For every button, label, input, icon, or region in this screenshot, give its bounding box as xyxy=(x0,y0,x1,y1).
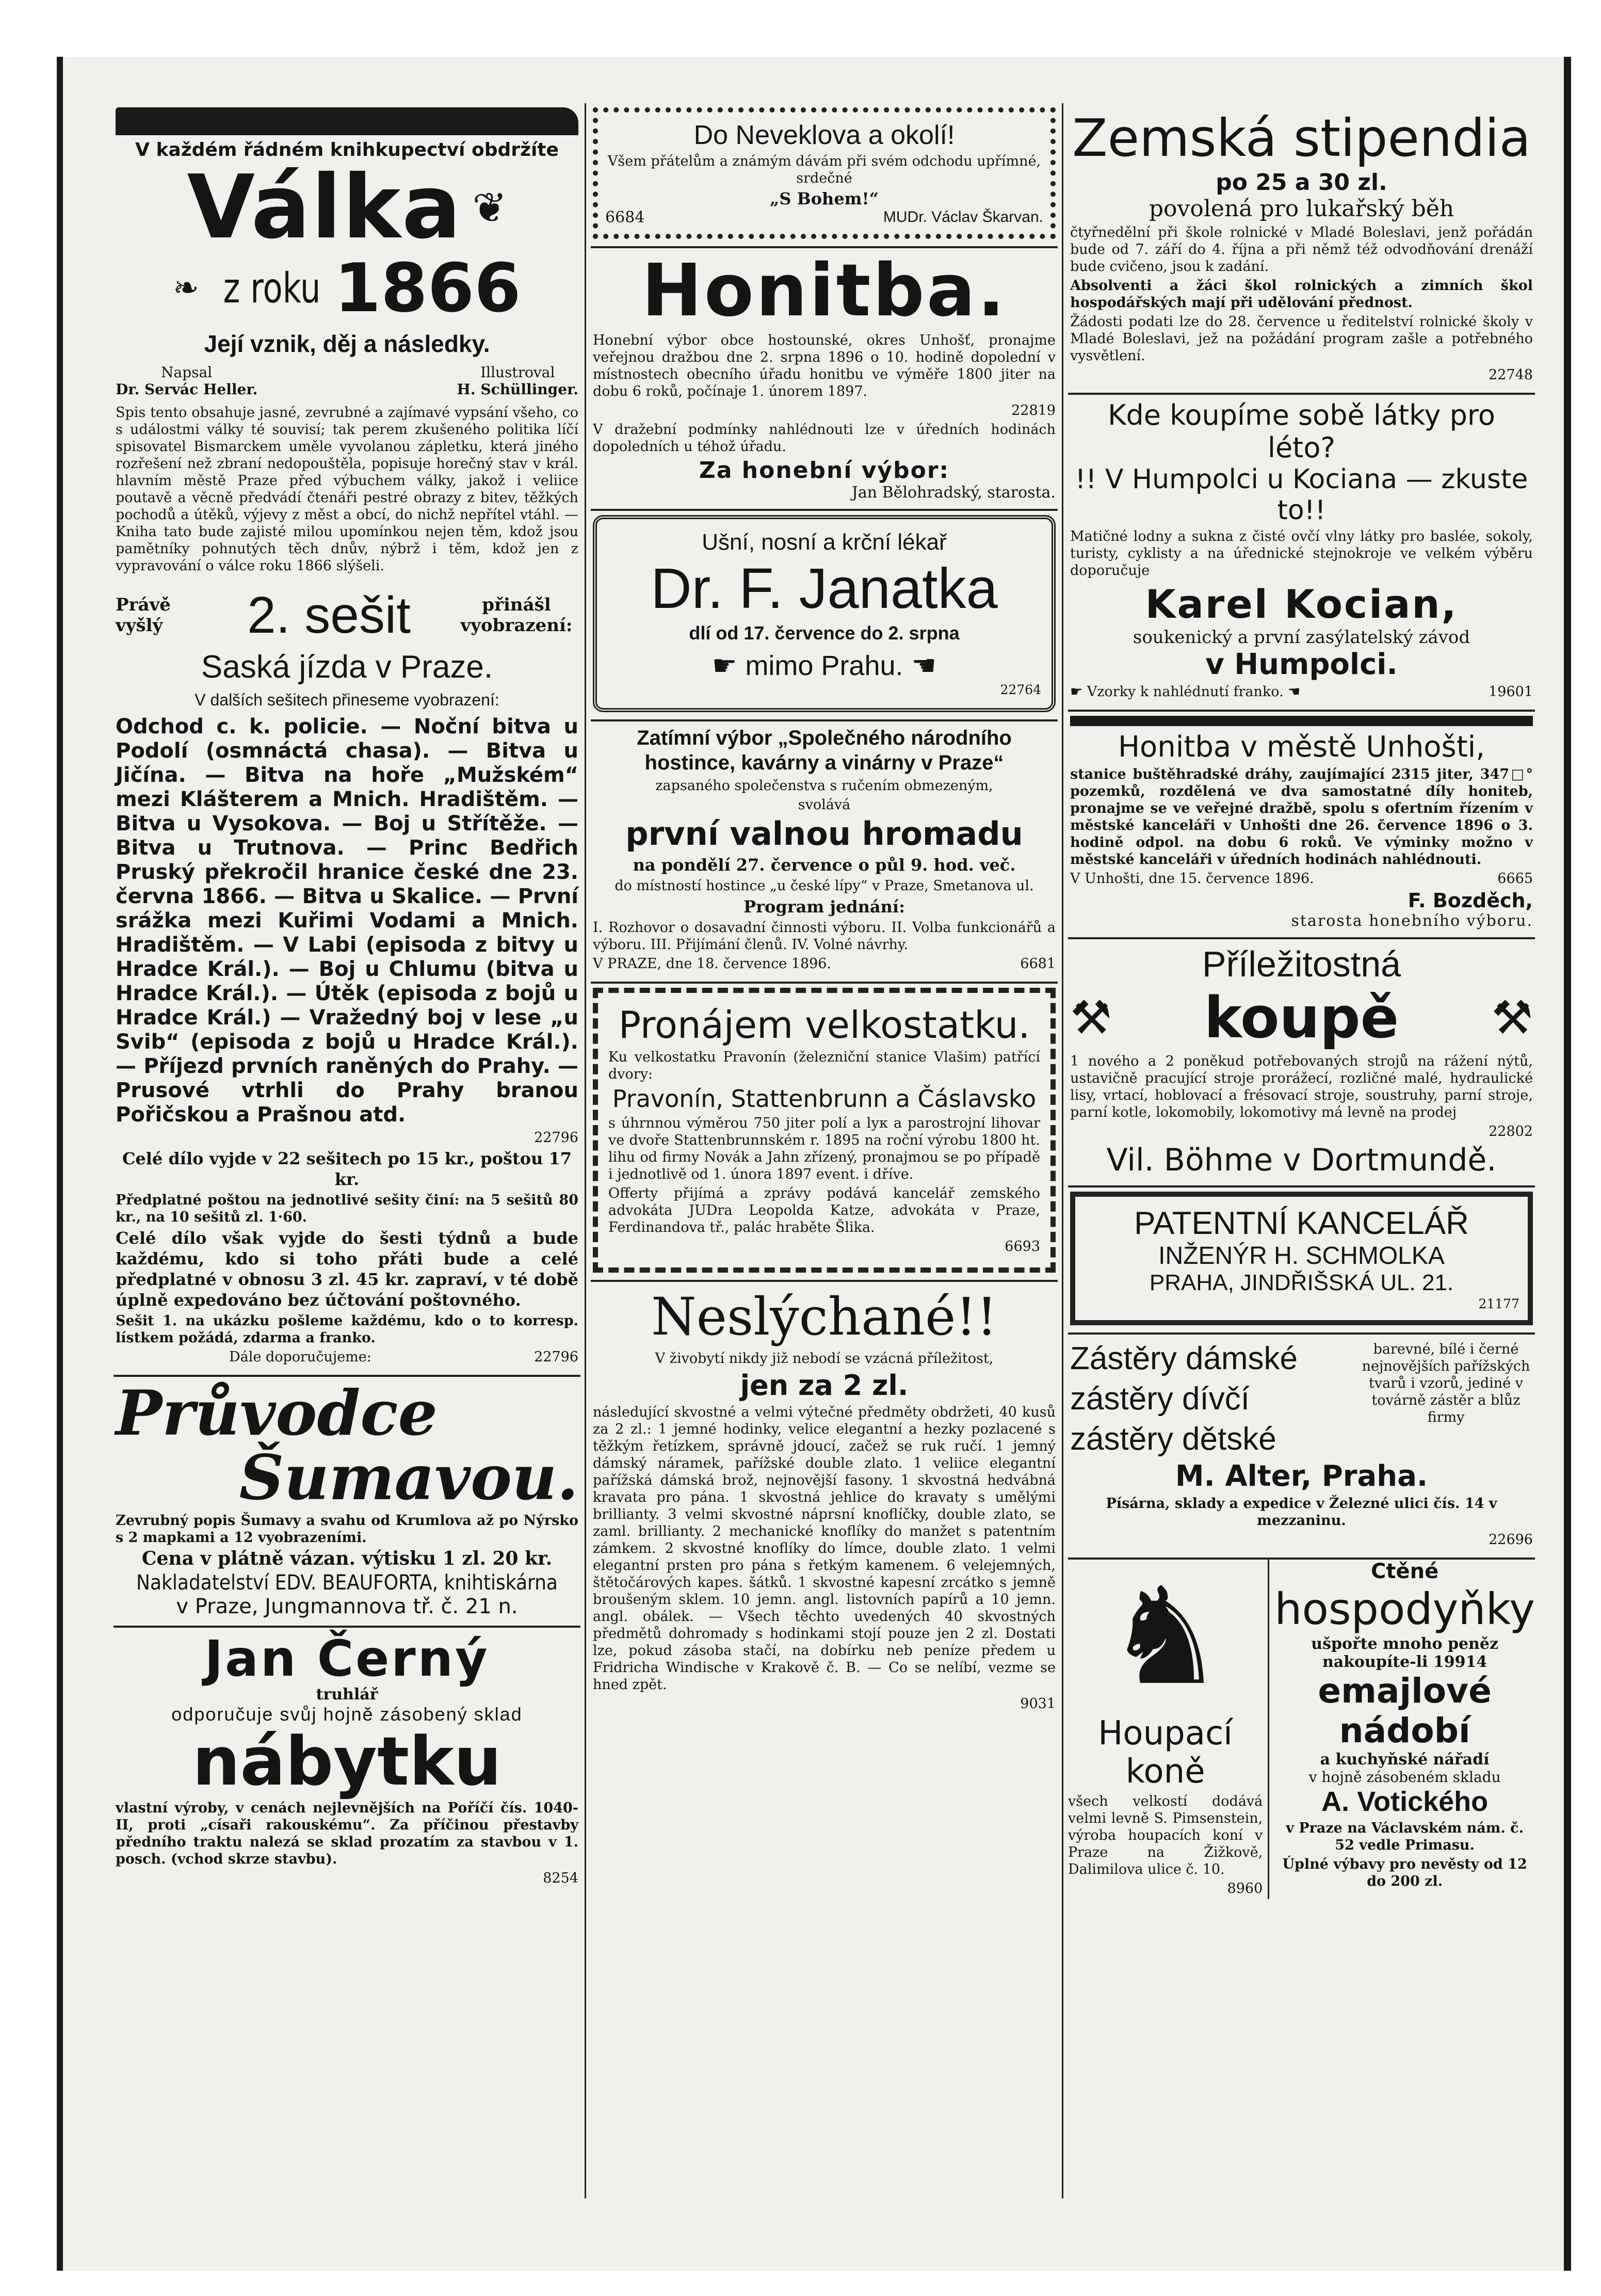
pronajem-title: Pronájem velkostatku. xyxy=(618,1003,1030,1047)
stipendia-for: povolená pro lukařský běh xyxy=(1149,196,1454,222)
stipendia-num: 22748 xyxy=(1489,367,1533,383)
alter-firm: M. Alter, Praha. xyxy=(1175,1459,1428,1493)
pointing-hand-right-icon: ☛ xyxy=(1070,684,1083,700)
pronajem-body2: Offerty přijímá a zprávy podává kancelář zemského advokáta JUDra Leopolda Katze, advokáta v Praze, Ferdinandova tř., palác hraběte Šlika. xyxy=(608,1185,1040,1235)
neslychane-num: 9031 xyxy=(1020,1696,1056,1712)
illustrator-label: Illustroval xyxy=(480,364,555,381)
kocian-samples: Vzorky k nahlédnutí franko. xyxy=(1087,684,1284,700)
vybor-where: do místností hostince „u české lípy“ v Praze, Smetanova ul. xyxy=(614,878,1034,894)
voticky-header: Ctěné xyxy=(1371,1560,1439,1583)
author-label: Napsal xyxy=(161,364,213,381)
alter-num: 22696 xyxy=(1489,1532,1533,1548)
pronajem-body: s úhrnnou výměrou 750 jiter polí a lук a parostrojní lihovar ve dvoře Stattenbrunnském r. 1895 na roční výrobu 1800 ht. lihu od firmy Novák a Jahn zřízený, pronajmou se po případě i jednotlivě od 1. února 1897 event. i dříve. xyxy=(608,1115,1040,1182)
ad-vybor xyxy=(591,721,1058,984)
vybor-date: V PRAZE, dne 18. července 1896. xyxy=(593,956,832,972)
pruvodce-price: Cena v plátně vázan. výtisku 1 zl. 20 kr. xyxy=(141,1548,553,1569)
pruvodce-publisher: Nakladatelství EDV. BEAUFORTA, knihtiskárna xyxy=(136,1571,558,1595)
column-left xyxy=(114,103,580,1896)
pimsenstein-num: 8960 xyxy=(1227,1881,1263,1897)
valka-price-1: Celé dílo vyjde v 22 sešitech po 15 kr., poštou 17 kr. xyxy=(122,1149,572,1189)
recommend-label: Dále doporučujeme: xyxy=(229,1349,371,1365)
hammers-icon: ⚒ xyxy=(1491,990,1533,1045)
pruvodce-title-1: Průvodce xyxy=(116,1377,438,1450)
vybor-meeting: první valnou hromadu xyxy=(625,815,1023,853)
neslychane-body: následující skvostné a velmi výtečné předměty obdržeti, 40 kusů za 2 zl.: 1 jemné hodinky, velice elegantní a hezky pozlacené s těžkým řetízkem, správně jdoucí, začež se ruk ručí. 1 jemný dámský náramek, pařížské double zlato. 1 veliice elegantní pařížská dámská brož, nejnovější fasony. 1 skvostná hedvábná kravata pro pána. 1 skvostná jehlice do kravaty s umělými brillianty. 3 velmi skvostné náprsní knoflíčky, double zlato, se zaml. brillianty. 2 mechanické knoflíky do manžet s patentním zámkem. 2 skvostné knoflíky do límce, double zlato. 1 velmi elegantní prsten pro pána s řetkým kamenem. 6 velejemných, štětočárových kapes. šátků. 1 skvostné kapesní zrcátko s jemně broušeným sklem. 10 jemn. angl. listovních papírů a 10 jemn. angl. obálek. — Všech těchto uvedených 40 skvostných předmětů dohromady s hodinkami stojí pouze jen 2 zl. Dostati lze, pokud zásoba stačí, na dobírku neb peníze předem u Fridricha Windische v Krakově č. B. — Co se nelíbí, vezme se hned zpět. xyxy=(593,1404,1056,1693)
valka-list: Odchod c. k. policie. — Noční bitva u Podolí (osmnáctá chasa). — Bitva u Jičína. — Bitva na hoře „Mužském“ mezi Klášterem a Mnich. Hradištěm. — Bitva u Vysokova. — Boj u Střítěže. — Bitva u Trutnova. — Princ Bedřich Pruský překročil hranice české dne 23. června 1866. — Bitva u Skalice. — První srážka mezi Kuřimi Vodami a Mnich. Hradištěm. — V Labi (episoda z bitvy u Hradce Král.). — Boj u Chlumu (bitva u Hradce Král.). — Útěk (episoda z bojů u Hradce Král.) — Vražedný boj v lese „u Svib“ (episoda z bojů u Hradce Král.). — Příjezd prvních raněných do Prahy. — Prusové vtrhli do Prahy branou Pořičskou a Prašnou atd. xyxy=(116,715,578,1127)
bottom-right-ads xyxy=(1068,1560,1535,1899)
unhost-sign: F. Bozděch, xyxy=(1408,889,1533,912)
vybor-program: I. Rozhovor o dosavadní činnosti výboru. II. Volba funkcionářů a výboru. III. Přijímání členů. IV. Volné návrhy. xyxy=(593,920,1056,953)
ad-honitba xyxy=(591,248,1058,511)
ornament-icon: ❦ xyxy=(472,183,507,232)
stipendia-body3: Žádosti podati lze do 28. července u ředitelství rolnické školy v Mladé Boleslavi, jež na požádání program zašle a potřebného vysvětlení. xyxy=(1070,314,1533,364)
stipendia-title: Zemská stipendia xyxy=(1072,108,1531,168)
column-rule-1 xyxy=(585,103,586,2198)
next-label: V dalších sešitech přineseme vyobrazení: xyxy=(195,691,499,709)
voticky-title: hospodyňky xyxy=(1274,1584,1535,1634)
pimsenstein-body: všech velkostí dodává velmi levně S. Pimsenstein, výroba houpacích koní v Praze na Žižkově, Dalimilova ulice č. 10. xyxy=(1068,1793,1263,1877)
nevekl-sign: MUDr. Václav Škarvan. xyxy=(883,208,1043,226)
kocian-trade: soukenický a první zasýlatelský závod xyxy=(1133,627,1470,648)
kocian-slogan: !! V Humpolci u Kociana — zkuste to!! xyxy=(1075,464,1528,526)
nevekl-num: 6684 xyxy=(605,208,645,227)
alter-line-2: zástěry dívčí xyxy=(1070,1381,1250,1417)
honitba-committee: Za honební výbor: xyxy=(699,457,950,484)
ad-pruvodce xyxy=(114,1377,580,1628)
unhost-body: stanice buštěhradské dráhy, zaujímající 2315 jiter, 347□° pozemků, rozdělená ve dva samostatné díly honiteb, pronajme se ve veřejné dražbě, spolu s ofertním řízením v městské kanceláři v Unhošti dne 26. července 1896 o 3. hodině odpol. na dobu 6 roků. Ve výminky možno v městské kanceláři v úředních hodinách nahlédnouti. xyxy=(1070,766,1533,868)
hammers-icon: ⚒ xyxy=(1070,990,1112,1045)
scan-edge-left xyxy=(57,57,63,2271)
cerny-trade: truhlář xyxy=(316,1685,378,1704)
valka-year-prefix: z roku xyxy=(223,264,321,312)
patent-num: 21177 xyxy=(1478,1296,1519,1311)
koupe-body: 1 nového a 2 poněkud potřebovaných strojů na rážení nýtů, ustavičně pracující stroje prorážecí, rozličné malé, hydraulické lisy, vrtací, hoblovací a frésovací stroje, soustruhy, parní stroje, parní kotle, lokomobily, lokomotivy má levně na prodej xyxy=(1070,1053,1533,1120)
vybor-program-label: Program jednání: xyxy=(743,897,905,917)
koupe-title-1: Příležitostná xyxy=(1202,944,1401,984)
issue-right: přinášl vyobrazení: xyxy=(460,595,573,636)
vybor-sub: zapsaného společenstva s ručením obmezeným, xyxy=(655,778,993,794)
scan-edge-right xyxy=(1564,57,1571,2271)
unhost-title: Honitba v městě Unhošti, xyxy=(1118,730,1485,764)
feature-title: Saská jízda v Praze. xyxy=(201,649,493,685)
vybor-svolava: svolává xyxy=(798,797,851,813)
nevekl-body: Všem přátelům a známým dávám při svém odchodu upřímné, srdečné xyxy=(607,153,1041,186)
honitba-num: 22819 xyxy=(1011,403,1056,419)
stipendia-amount: po 25 a 30 zl. xyxy=(1216,169,1387,196)
cerny-recommend: odporučuje svůj hojně zásobený sklad xyxy=(171,1704,523,1725)
cerny-goods: nábytku xyxy=(192,1722,502,1801)
cerny-num: 8254 xyxy=(543,1870,578,1886)
ad-neslychane xyxy=(591,1282,1058,1722)
janatka-away: mimo Prahu. xyxy=(745,650,903,681)
alter-line-3: zástěry dětské xyxy=(1070,1421,1276,1457)
pointing-hand-left-icon: ☚ xyxy=(1288,684,1301,700)
pruvodce-desc: Zevrubný popis Šumavy a svahu od Krumlova až po Nýrsko s 2 mapkami a 12 vyobrazeními. xyxy=(116,1513,578,1546)
column-middle xyxy=(591,103,1058,1722)
valka-intro: V každém řádném knihkupectví obdržíte xyxy=(135,139,559,160)
janatka-line1: Ušní, nosní a krční lékař xyxy=(702,529,947,555)
stipendia-body: čtyřnedělní při škole rolnické v Mladé Boleslavi, jenž pořádán bude od 7. září do 4. října a při němž též odvodňování drenáží bude cvičeno, jsou k zadání. xyxy=(1070,224,1533,275)
column-rule-2 xyxy=(1062,103,1063,2198)
ad-pronajem xyxy=(591,984,1058,1282)
voticky-name: A. Votického xyxy=(1321,1786,1489,1817)
pruvodce-title-2: Šumavou. xyxy=(239,1441,578,1514)
janatka-num: 22764 xyxy=(1000,682,1041,697)
valka-body: Spis tento obsahuje jasné, zevrubné a zajímavé vypsání všeho, co s událostmi války té souvisí; tak perem zkušeného politika líčí spisovatel Bismarckem uměle vyvolanou zápletku, která jiného rozřešení než zbraní nedopouštěla, popisuje horečný stav v král. hlavním městě Praze před výbuchem války, jakož i veliice poutavě a věcně předvádí čtenáři pestré obrazy z bitev, těžkých pochodů a útěků, výjevy z měst a obcí, do nichž nepřítel vtáhl. — Kniha tato bude zajisté milou upomínkou nejen těm, kdož jsou pamětníky pohnutých těch dnův, nýbrž i těm, kdož jen z vypravování o válce roku 1866 slýšeli. xyxy=(116,405,578,574)
ad-nevekl xyxy=(591,103,1058,248)
voticky-save-num: 19914 xyxy=(1433,1653,1487,1671)
pimsenstein-title: Houpací koně xyxy=(1098,1714,1233,1791)
rocking-horse-icon: ♞ xyxy=(1105,1559,1226,1715)
stipendia-body2: Absolventi a žáci škol rolnických a zimních škol hospodářských mají při udělování přednost. xyxy=(1070,278,1533,311)
author: Dr. Servác Heller. xyxy=(116,381,258,398)
column-right xyxy=(1068,103,1535,1899)
nevekl-title: Do Neveklova a okolí! xyxy=(693,120,955,150)
ad-koupe xyxy=(1068,939,1535,1187)
koupe-num: 22802 xyxy=(1489,1123,1533,1139)
voticky-ware-1: emajlové xyxy=(1318,1671,1492,1711)
honitba-sign: Jan Bělohradský, starosta. xyxy=(851,484,1056,502)
valka-price-3: Celé dílo však vyjde do šesti týdnů a bude každému, kdo si toho přáti bude a celé předplatné v obnosu 3 zl. 45 kr. zapraví, v té době úplně expedováno bez účtování poštovného. xyxy=(116,1228,578,1310)
vybor-num: 6681 xyxy=(1020,956,1056,972)
voticky-sub: a kuchyňské nářadí xyxy=(1320,1751,1490,1769)
pointing-hand-left-icon: ☚ xyxy=(911,649,936,682)
unhost-role: starosta honebního výboru. xyxy=(1291,912,1533,930)
voticky-address: v Praze na Václavském nám. č. 52 vedle Primasu. xyxy=(1286,1820,1524,1853)
voticky-sub2: v hojně zásobeném skladu xyxy=(1308,1769,1501,1786)
alter-side: barevné, bílé i černé nejnovějších pařížských tvarů i vzorů, jediné v továrně zástěr a blůz firmy xyxy=(1362,1341,1530,1425)
neslychane-title: Neslýchané!! xyxy=(651,1287,997,1347)
voticky-last: Úplné výbavy pro nevěsty od 12 do 200 zl. xyxy=(1282,1856,1527,1889)
pointing-hand-right-icon: ☛ xyxy=(712,649,737,682)
issue-number: 2. sešit xyxy=(247,586,411,644)
valka-title: Válka xyxy=(187,156,462,259)
janatka-dates: dlí od 17. července do 2. srpna xyxy=(689,622,960,644)
valka-price-4: Sešit 1. na ukázku pošleme každému, kdo o to korresp. lístkem požádá, zdarma a franko. xyxy=(116,1313,578,1346)
vybor-when: na pondělí 27. července o půl 9. hod. več. xyxy=(633,855,1016,875)
newspaper-page xyxy=(57,57,1571,2271)
patent-where: PRAHA, JINDŘIŠSKÁ UL. 21. xyxy=(1149,1270,1454,1295)
decorative-banner xyxy=(116,107,578,135)
ad-unhost xyxy=(1068,712,1535,939)
cerny-body: vlastní výroby, v cenách nejlevnějších na Poříčí čís. 1040-II, proti „císaři rakouskému“. Za příčinou přestavby předního traktu nalezá se sklad prozatím za stavbou v 1. posch. (vchod skrze stavbu). xyxy=(116,1800,578,1867)
illustrator: H. Schüllinger. xyxy=(457,381,578,398)
alter-address: Písárna, sklady a expedice v Železné ulici čís. 14 v mezzaninu. xyxy=(1106,1496,1497,1529)
voticky-save: ušpořte mnoho peněz nakoupíte-li xyxy=(1311,1635,1498,1671)
ad-valka xyxy=(114,103,580,1377)
ad-stipendia xyxy=(1068,103,1535,395)
ad-pimsenstein xyxy=(1068,1560,1269,1899)
issue-left: Právě vyšlý xyxy=(116,595,171,636)
vybor-title: Zatímní výbor „Společného národního hostince, kavárny a vinárny v Praze“ xyxy=(637,727,1012,774)
honitba-body: Honební výbor obce hostounské, okres Unhošť, pronajme veřejnou dražbou dne 2. srpna 1896 o 10. hodině dopolední v místnostech obecního úřadu honitbu ve výměře 1800 jiter na dobu 6 roků, počínaje 1. únorem 1897. xyxy=(593,332,1056,399)
ad-cerny xyxy=(114,1628,580,1896)
ad-kocian xyxy=(1068,395,1535,712)
honitba-note: V dražební podmínky nahlédnouti lze v úředních hodinách dopoledních u téhož úřadu. xyxy=(593,422,1056,455)
decorative-banner xyxy=(1070,716,1533,726)
ad-patent xyxy=(1068,1187,1535,1335)
valka-subtitle: Její vznik, děj a následky. xyxy=(204,330,490,357)
voticky-ware-2: nádobí xyxy=(1339,1711,1470,1751)
alter-line-1: Zástěry dámské xyxy=(1070,1341,1298,1376)
kocian-num: 19601 xyxy=(1489,684,1533,700)
unhost-date: V Unhošti, dne 15. července 1896. xyxy=(1070,871,1314,887)
kocian-city: v Humpolci. xyxy=(1205,648,1398,681)
valka-price-2: Předplatné poštou na jednotlivé sešity činí: na 5 sešitů 80 kr., na 10 sešitů zl. 1·60. xyxy=(116,1192,578,1225)
valka-year: 1866 xyxy=(334,249,521,327)
pronajem-places: Pravonín, Stattenbrunn a Čáslavsko xyxy=(612,1085,1037,1113)
pronajem-num: 6693 xyxy=(1005,1239,1040,1255)
ad-voticky xyxy=(1269,1560,1535,1892)
pruvodce-address: v Praze, Jungmannova tř. č. 21 n. xyxy=(176,1595,518,1618)
kocian-name: Karel Kocian, xyxy=(1145,581,1458,627)
koupe-title-2: koupě xyxy=(1204,985,1399,1051)
janatka-name: Dr. F. Janatka xyxy=(651,557,998,620)
recommend-num: 22796 xyxy=(534,1349,578,1365)
honitba-title: Honitba. xyxy=(641,249,1007,333)
koupe-firm: Vil. Böhme v Dortmundě. xyxy=(1106,1142,1497,1178)
ad-janatka xyxy=(591,511,1058,721)
neslychane-intro: V živobytí nikdy již nebodí se vzácná příležitost, xyxy=(655,1351,994,1367)
cerny-name: Jan Černý xyxy=(204,1630,490,1688)
ornament-icon: ❧ xyxy=(173,270,199,306)
patent-title: PATENTNÍ KANCELÁŘ xyxy=(1134,1206,1469,1241)
valka-list-num: 22796 xyxy=(534,1130,578,1146)
ad-alter xyxy=(1068,1335,1535,1560)
patent-who: INŽENÝR H. SCHMOLKA xyxy=(1158,1242,1445,1270)
unhost-num: 6665 xyxy=(1497,871,1533,887)
pronajem-intro: Ku velkostatku Pravonín (železniční stanice Vlašim) patřící dvory: xyxy=(608,1049,1040,1082)
neslychane-price: jen za 2 zl. xyxy=(740,1369,909,1402)
kocian-question: Kde koupíme sobě látky pro léto? xyxy=(1108,399,1495,464)
kocian-body: Matičné lodny a sukna z čisté ovčí vlny látky pro baslée, sokoly, turisty, cyklisty a na úřednické stejnokroje ve velkém výběru doporučuje xyxy=(1070,528,1533,579)
nevekl-farewell: „S Bohem!“ xyxy=(770,189,879,208)
